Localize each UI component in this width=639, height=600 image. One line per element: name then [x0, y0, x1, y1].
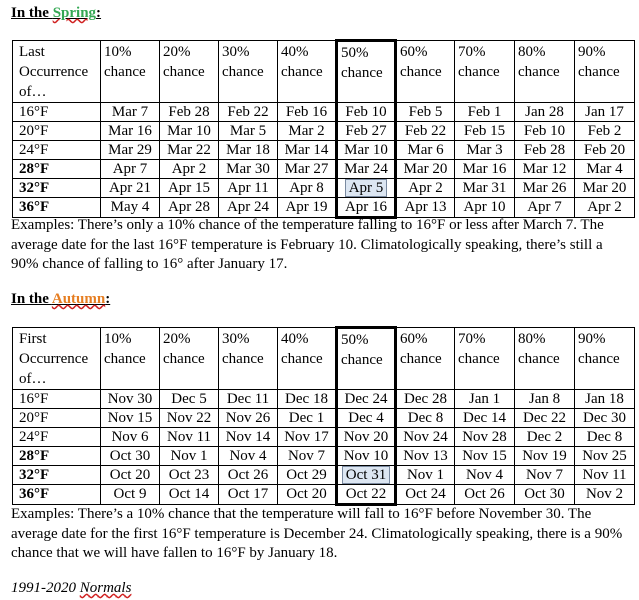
date-cell: Apr 21	[101, 179, 160, 198]
date-cell: Nov 15	[101, 409, 160, 428]
autumn-heading-season: Autumn	[51, 291, 106, 307]
date-cell: Mar 10	[337, 141, 396, 160]
date-cell: Feb 1	[455, 103, 515, 122]
date-cell: Jan 18	[575, 390, 635, 409]
date-cell: Apr 7	[101, 160, 160, 179]
date-cell: Nov 10	[337, 447, 396, 466]
date-cell: Oct 30	[515, 485, 575, 505]
normals-period: 1991-2020	[11, 580, 76, 596]
header-chance-cell: 90% chance	[575, 41, 635, 103]
date-cell: Mar 12	[515, 160, 575, 179]
date-cell: Nov 19	[515, 447, 575, 466]
date-cell: Dec 11	[219, 390, 278, 409]
date-cell: Mar 26	[515, 179, 575, 198]
date-cell: Mar 10	[160, 122, 219, 141]
temperature-label: 16°F	[13, 103, 101, 122]
date-cell: Dec 8	[396, 409, 455, 428]
date-cell: Feb 10	[515, 122, 575, 141]
date-cell: Nov 28	[455, 428, 515, 447]
temperature-label: 24°F	[13, 428, 101, 447]
date-cell: Apr 28	[160, 198, 219, 218]
table-row	[13, 122, 635, 141]
date-cell: Apr 24	[219, 198, 278, 218]
table-header-row	[13, 41, 635, 103]
date-cell: Nov 6	[101, 428, 160, 447]
date-cell: Mar 27	[278, 160, 337, 179]
date-cell: Nov 30	[101, 390, 160, 409]
date-cell: Feb 16	[278, 103, 337, 122]
table-row	[13, 160, 635, 179]
date-cell: Mar 2	[278, 122, 337, 141]
table-row	[13, 466, 635, 485]
date-cell: Dec 8	[575, 428, 635, 447]
date-cell: Mar 20	[396, 160, 455, 179]
header-chance-cell: 50% chance	[337, 41, 396, 103]
date-cell: Feb 28	[160, 103, 219, 122]
date-cell: Mar 22	[160, 141, 219, 160]
date-cell: Dec 4	[337, 409, 396, 428]
table-row	[13, 428, 635, 447]
date-cell: Feb 22	[396, 122, 455, 141]
date-cell: Feb 22	[219, 103, 278, 122]
highlighted-date-cell	[337, 179, 396, 198]
normals-label: Normals	[79, 580, 132, 596]
date-cell: Nov 17	[278, 428, 337, 447]
date-cell: Jan 17	[575, 103, 635, 122]
date-cell: Oct 23	[160, 466, 219, 485]
header-chance-cell: 30% chance	[219, 328, 278, 390]
date-cell: Nov 4	[219, 447, 278, 466]
header-chance-cell: 10% chance	[101, 41, 160, 103]
highlighted-date: Oct 31	[342, 466, 390, 484]
date-cell: Dec 30	[575, 409, 635, 428]
date-cell: Mar 6	[396, 141, 455, 160]
date-cell: Nov 11	[160, 428, 219, 447]
autumn-heading-suffix: :	[105, 291, 111, 307]
header-chance-cell: 70% chance	[455, 41, 515, 103]
date-cell: Apr 2	[160, 160, 219, 179]
date-cell: Apr 2	[575, 198, 635, 218]
date-cell: Feb 20	[575, 141, 635, 160]
date-cell: Jan 28	[515, 103, 575, 122]
date-cell: Apr 10	[455, 198, 515, 218]
date-cell: Mar 18	[219, 141, 278, 160]
date-cell: Mar 31	[455, 179, 515, 198]
date-cell: Apr 15	[160, 179, 219, 198]
header-chance-cell: 90% chance	[575, 328, 635, 390]
date-cell: Nov 4	[455, 466, 515, 485]
date-cell: Mar 14	[278, 141, 337, 160]
date-cell: Feb 15	[455, 122, 515, 141]
date-cell: Nov 26	[219, 409, 278, 428]
date-cell: Nov 11	[575, 466, 635, 485]
date-cell: Apr 8	[278, 179, 337, 198]
date-cell: Nov 22	[160, 409, 219, 428]
date-cell: Oct 30	[101, 447, 160, 466]
spring-heading-suffix: :	[96, 5, 102, 21]
header-occurrence-label: Last Occurrence of…	[13, 41, 101, 103]
header-chance-cell: 80% chance	[515, 328, 575, 390]
date-cell: Nov 14	[219, 428, 278, 447]
date-cell: Mar 16	[455, 160, 515, 179]
spring-heading	[11, 5, 101, 22]
date-cell: Apr 7	[515, 198, 575, 218]
date-cell: Mar 4	[575, 160, 635, 179]
header-chance-cell: 40% chance	[278, 328, 337, 390]
date-cell: Oct 26	[455, 485, 515, 505]
table-row	[13, 409, 635, 428]
header-chance-cell: 20% chance	[160, 41, 219, 103]
table-row	[13, 198, 635, 218]
date-cell: Dec 5	[160, 390, 219, 409]
date-cell: Dec 28	[396, 390, 455, 409]
table-row	[13, 103, 635, 122]
date-cell: Nov 2	[575, 485, 635, 505]
temperature-label: 24°F	[13, 141, 101, 160]
temperature-label: 32°F	[13, 466, 101, 485]
autumn-heading-prefix: In the	[11, 291, 52, 307]
date-cell: Nov 13	[396, 447, 455, 466]
date-cell: Nov 7	[278, 447, 337, 466]
autumn-examples: Examples: There’s a 10% chance that the temperature will fall to 16°F before November 30. The average date for the first 16°F temperature is December 24. Climatologically speaking, there is a 90% chance that we will have fallen to 16°F by January 18.	[11, 506, 623, 561]
date-cell: Apr 13	[396, 198, 455, 218]
temperature-label: 28°F	[13, 447, 101, 466]
temperature-label: 20°F	[13, 409, 101, 428]
date-cell: Dec 18	[278, 390, 337, 409]
spring-freeze-table	[12, 39, 635, 219]
date-cell: Nov 25	[575, 447, 635, 466]
date-cell: Oct 17	[219, 485, 278, 505]
header-chance-cell: 20% chance	[160, 328, 219, 390]
temperature-label: 32°F	[13, 179, 101, 198]
table-row	[13, 141, 635, 160]
date-cell: Feb 28	[515, 141, 575, 160]
header-chance-cell: 60% chance	[396, 328, 455, 390]
date-cell: Apr 19	[278, 198, 337, 218]
date-cell: Apr 11	[219, 179, 278, 198]
normals-footer	[11, 580, 131, 597]
header-chance-cell: 80% chance	[515, 41, 575, 103]
date-cell: Dec 22	[515, 409, 575, 428]
date-cell: Mar 30	[219, 160, 278, 179]
spring-examples: Examples: There’s only a 10% chance of the temperature falling to 16°F or less after March 7. The average date for the last 16°F temperature is February 10. Climatologically speaking, there’s still a 90% chance of falling to 16° after January 17.	[11, 217, 604, 272]
date-cell: Mar 16	[101, 122, 160, 141]
date-cell: Feb 2	[575, 122, 635, 141]
date-cell: Jan 8	[515, 390, 575, 409]
date-cell: Dec 1	[278, 409, 337, 428]
date-cell: Oct 26	[219, 466, 278, 485]
table-row	[13, 390, 635, 409]
date-cell: Mar 20	[575, 179, 635, 198]
date-cell: Apr 16	[337, 198, 396, 218]
table-header-row	[13, 328, 635, 390]
date-cell: Oct 24	[396, 485, 455, 505]
date-cell: Mar 7	[101, 103, 160, 122]
spring-heading-season: Spring	[52, 5, 97, 21]
table-row	[13, 179, 635, 198]
spring-heading-prefix: In the	[11, 5, 53, 21]
temperature-label: 16°F	[13, 390, 101, 409]
date-cell: Oct 20	[278, 485, 337, 505]
date-cell: Nov 24	[396, 428, 455, 447]
header-chance-cell: 60% chance	[396, 41, 455, 103]
date-cell: Feb 5	[396, 103, 455, 122]
header-chance-cell: 50% chance	[337, 328, 396, 390]
date-cell: Nov 15	[455, 447, 515, 466]
header-occurrence-label: First Occurrence of…	[13, 328, 101, 390]
date-cell: Nov 1	[396, 466, 455, 485]
autumn-heading	[11, 291, 110, 308]
header-chance-cell: 40% chance	[278, 41, 337, 103]
date-cell: Mar 5	[219, 122, 278, 141]
date-cell: May 4	[101, 198, 160, 218]
date-cell: Nov 20	[337, 428, 396, 447]
date-cell: Nov 7	[515, 466, 575, 485]
date-cell: Feb 10	[337, 103, 396, 122]
date-cell: Nov 1	[160, 447, 219, 466]
date-cell: Oct 22	[337, 485, 396, 505]
date-cell: Dec 24	[337, 390, 396, 409]
header-chance-cell: 10% chance	[101, 328, 160, 390]
date-cell: Apr 2	[396, 179, 455, 198]
temperature-label: 36°F	[13, 198, 101, 218]
date-cell: Dec 2	[515, 428, 575, 447]
autumn-freeze-table	[12, 326, 635, 506]
date-cell: Oct 20	[101, 466, 160, 485]
table-row	[13, 447, 635, 466]
date-cell: Oct 29	[278, 466, 337, 485]
date-cell: Mar 3	[455, 141, 515, 160]
temperature-label: 20°F	[13, 122, 101, 141]
date-cell: Oct 9	[101, 485, 160, 505]
table-row	[13, 485, 635, 505]
date-cell: Oct 14	[160, 485, 219, 505]
date-cell: Feb 27	[337, 122, 396, 141]
date-cell: Mar 24	[337, 160, 396, 179]
highlighted-date-cell	[337, 466, 396, 485]
date-cell: Dec 14	[455, 409, 515, 428]
date-cell: Mar 29	[101, 141, 160, 160]
header-chance-cell: 70% chance	[455, 328, 515, 390]
header-chance-cell: 30% chance	[219, 41, 278, 103]
date-cell: Jan 1	[455, 390, 515, 409]
temperature-label: 36°F	[13, 485, 101, 505]
highlighted-date: Apr 5	[345, 179, 388, 197]
temperature-label: 28°F	[13, 160, 101, 179]
